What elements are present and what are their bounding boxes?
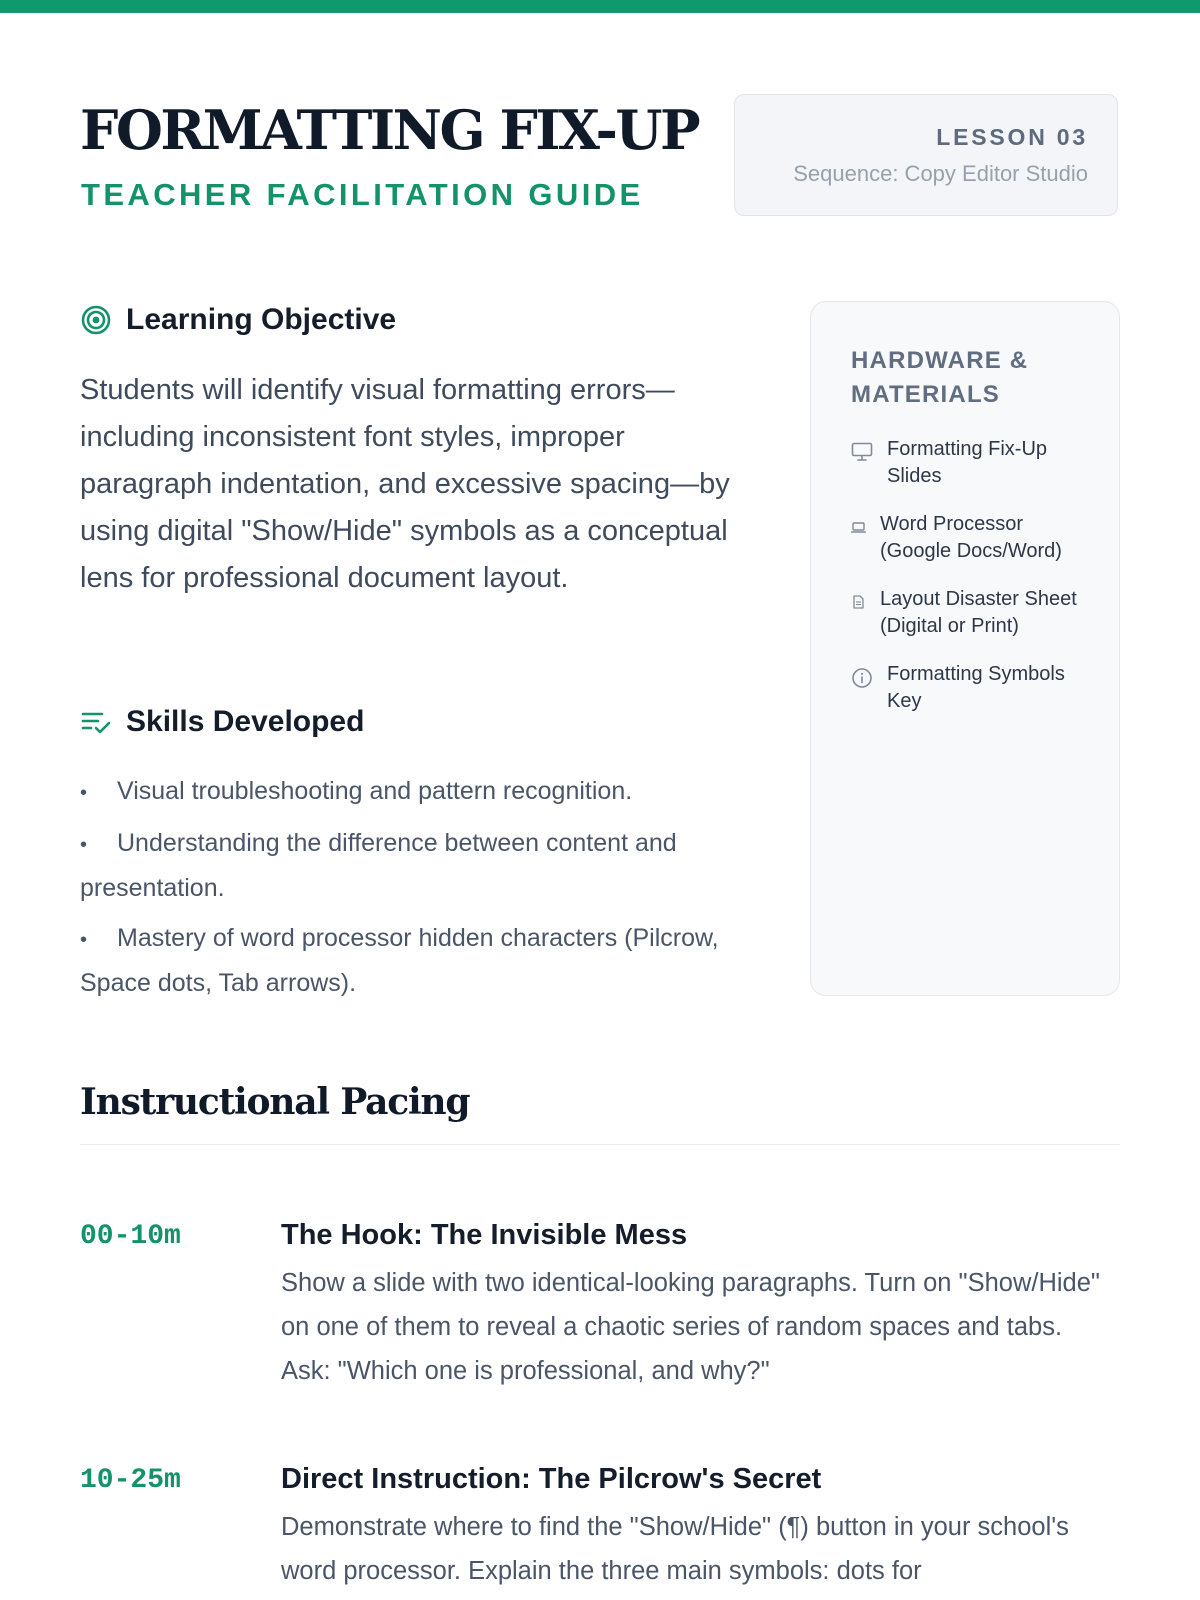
hardware-item (851, 586, 1095, 640)
pacing-item-text: Demonstrate where to find the "Show/Hide" (¶) button in your school's word processor. Explain the three main symbols: dots for (281, 1513, 1069, 1585)
hardware-item (851, 661, 1095, 715)
objective-text: Students will identify visual formatting errors—including inconsistent font styles, improper paragraph indentation, and excessive spacing—by using digital "Show/Hide" symbols as a conceptual lens for professional document layout. (80, 374, 730, 594)
list-item: • Understanding the difference between content and presentation. (80, 822, 730, 910)
pacing-title: Instructional Pacing (80, 1081, 470, 1123)
hardware-item-label: Formatting Fix-Up Slides (887, 438, 1048, 487)
skills-list (80, 770, 730, 1012)
objective-heading (80, 302, 396, 338)
lesson-number: LESSON 03 (936, 124, 1088, 150)
section-divider (80, 1144, 1120, 1145)
target-icon (80, 304, 112, 336)
skills-heading (80, 704, 364, 740)
pacing-body (281, 1460, 1111, 1593)
hardware-item (851, 511, 1095, 565)
checklist-icon (80, 706, 112, 738)
lesson-sequence: Sequence: Copy Editor Studio (793, 161, 1088, 186)
hardware-title: HARDWARE & MATERIALS (851, 347, 1029, 408)
hardware-item-label: Layout Disaster Sheet (Digital or Print) (880, 588, 1077, 637)
info-icon (851, 667, 873, 689)
list-item: • Mastery of word processor hidden characters (Pilcrow, Space dots, Tab arrows). (80, 917, 730, 1005)
pacing-item-title: Direct Instruction: The Pilcrow's Secret (281, 1463, 822, 1495)
objective-heading-label: Learning Objective (126, 303, 397, 336)
hardware-item-label: Formatting Symbols Key (887, 663, 1065, 712)
lesson-card (734, 94, 1118, 216)
monitor-icon (851, 442, 873, 462)
hardware-panel (810, 301, 1120, 996)
pacing-time: 00-10m (80, 1221, 181, 1252)
top-accent-bar (0, 0, 1200, 13)
page-title: FORMATTING FIX-UP (80, 98, 699, 162)
skills-heading-label: Skills Developed (126, 705, 365, 738)
list-item: • Visual troubleshooting and pattern recognition. (80, 770, 730, 815)
document-icon (851, 592, 866, 612)
pacing-item-text: Show a slide with two identical-looking paragraphs. Turn on "Show/Hide" on one of them to reveal a chaotic series of random spaces and tabs. Ask: "Which one is professional, and why?" (281, 1269, 1100, 1385)
page-subtitle: TEACHER FACILITATION GUIDE (81, 177, 644, 212)
pacing-body (281, 1216, 1111, 1393)
hardware-item (851, 436, 1095, 490)
laptop-icon (851, 517, 866, 537)
pacing-time: 10-25m (80, 1465, 181, 1496)
pacing-item-title: The Hook: The Invisible Mess (281, 1219, 688, 1251)
hardware-item-label: Word Processor (Google Docs/Word) (880, 513, 1062, 562)
